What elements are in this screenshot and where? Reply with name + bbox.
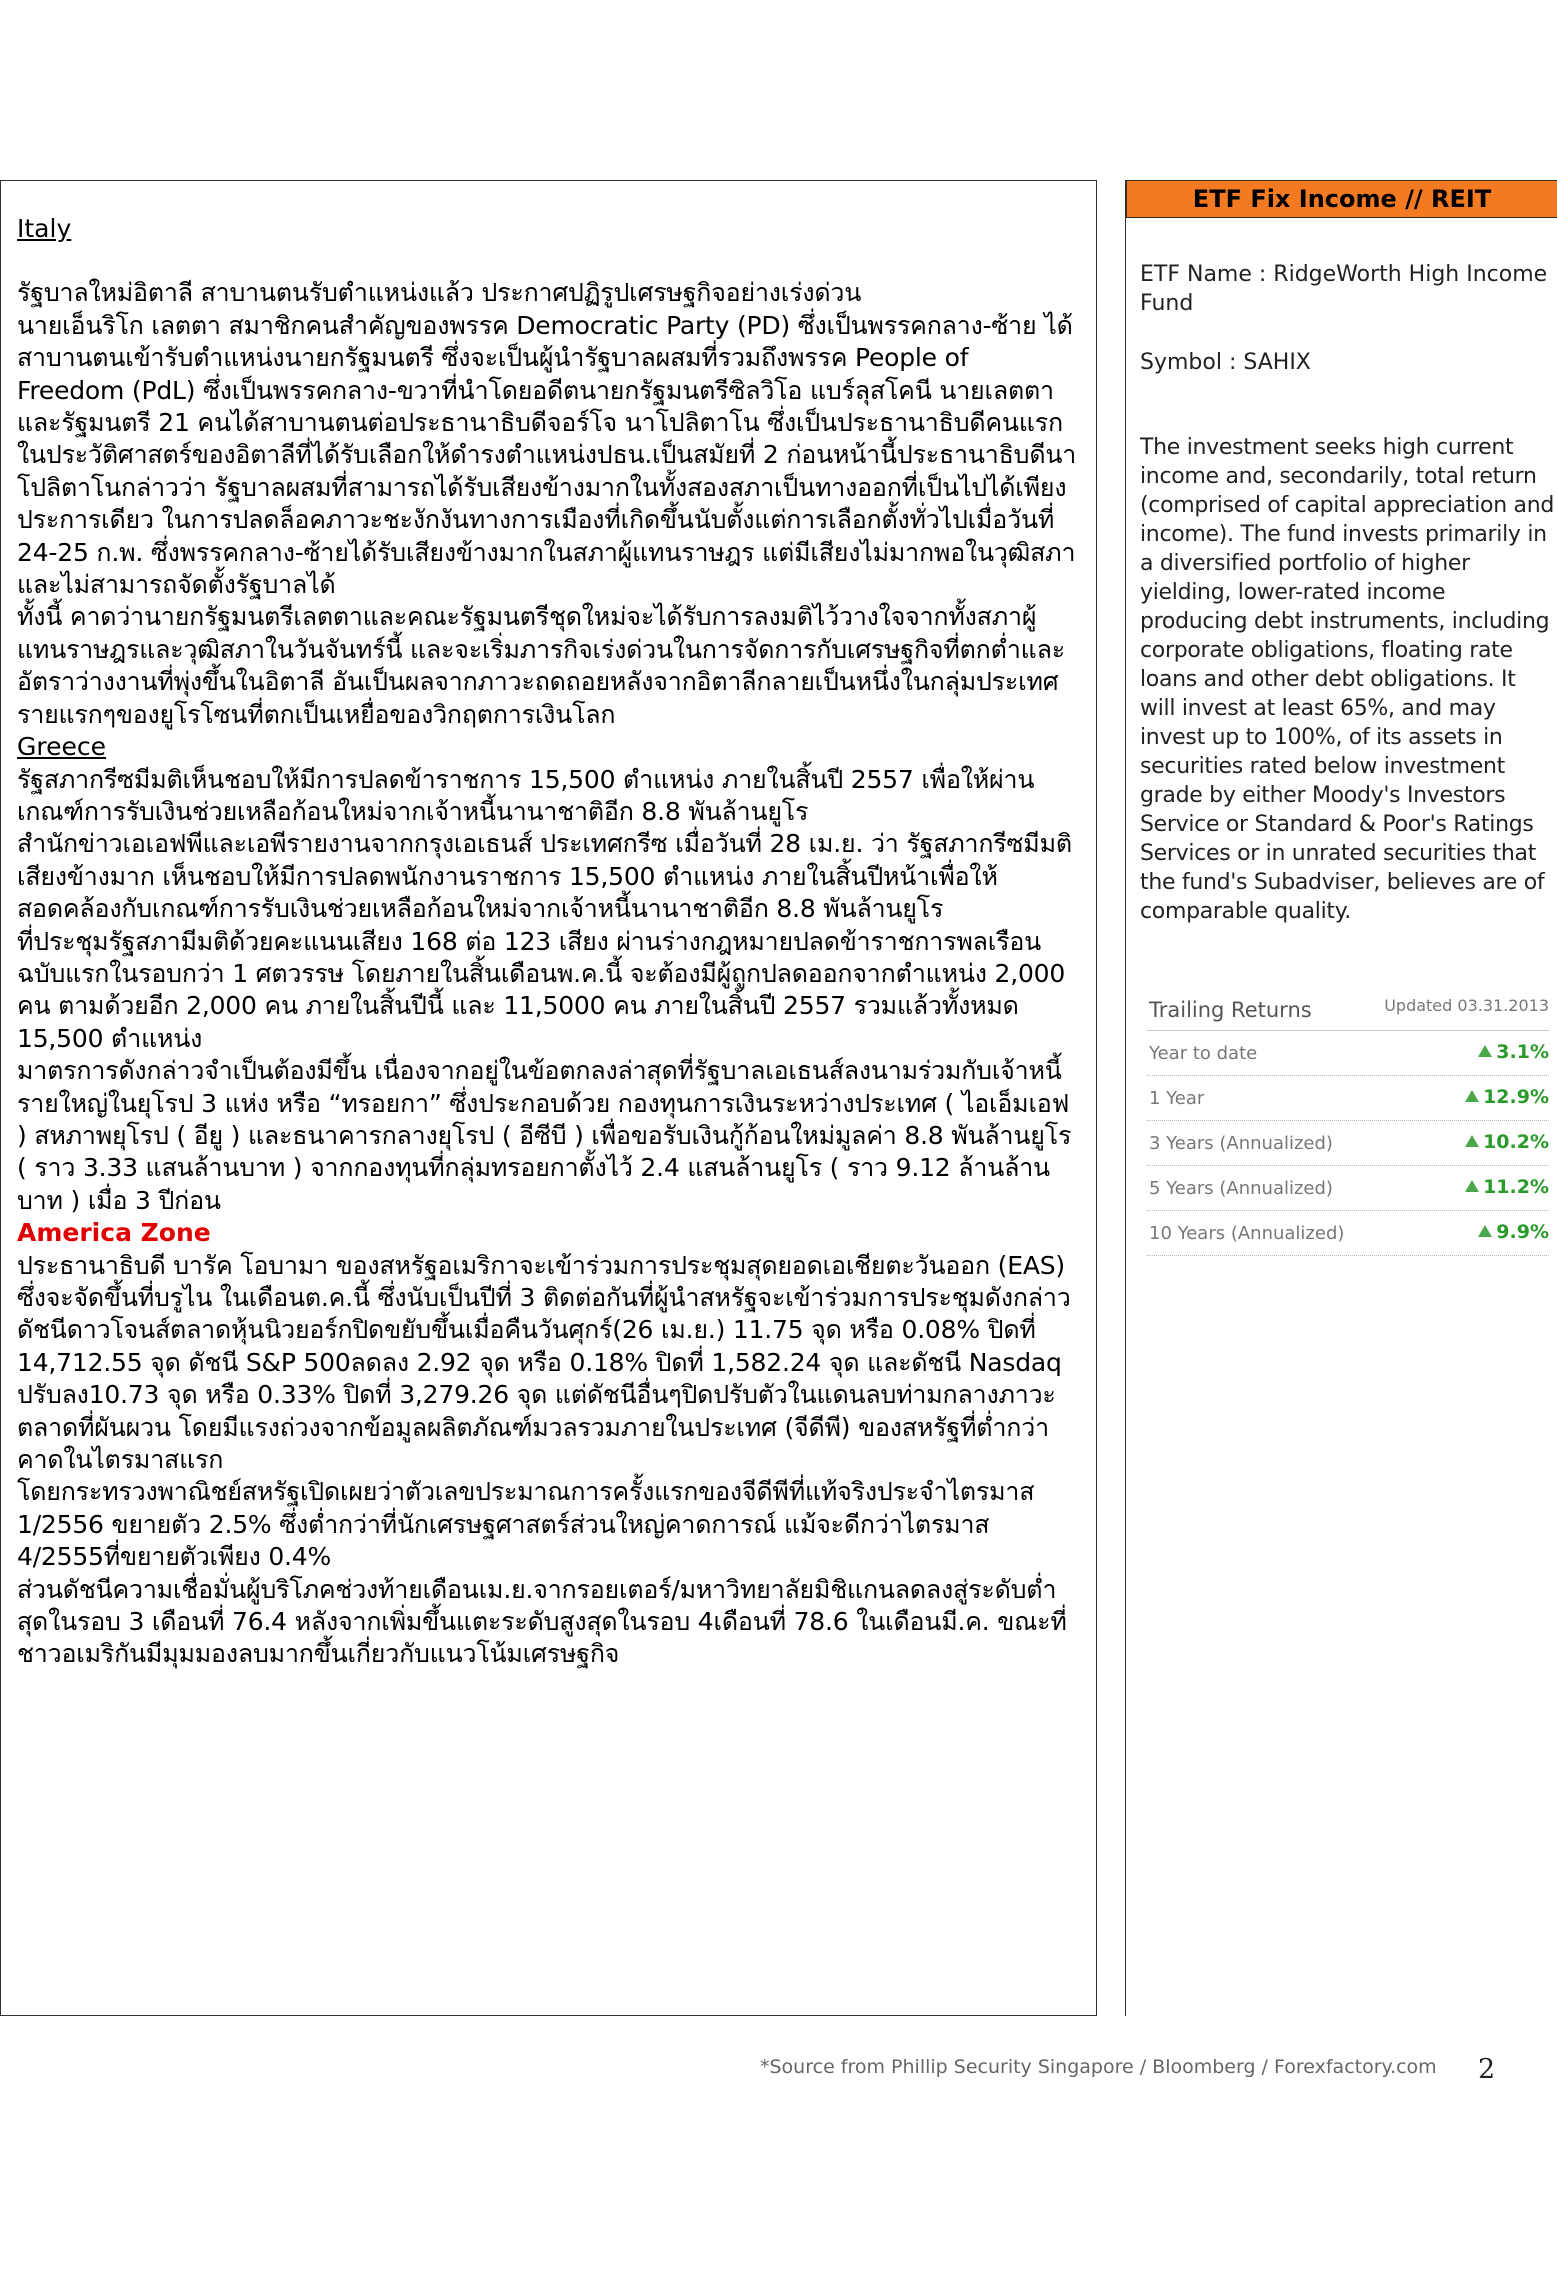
etf-name: ETF Name : RidgeWorth High Income Fund <box>1140 262 1548 316</box>
italy-paragraph: ทั้งนี้ คาดว่านายกรัฐมนตรีเลตตาและคณะรัฐมนตรีชุดใหม่จะได้รับการลงมติไว้วางใจจากทั้งสภาผู้แทนราษฎรและวุฒิสภาในวันจันทร์นี้ และจะเริ่มภารกิจเร่งด่วนในการจัดการกับเศรษฐกิจที่ตกต่ำและอัตราว่างงานที่พุ่งขึ้นในอิตาลี อันเป็นผลจากภาวะถดถอยหลังจากอิตาลีกลายเป็นหนึ่งในกลุ่มประเทศรายแรกๆของยูโรโซนที่ตกเป็นเหยื่อของวิกฤตการเงินโลก <box>17 602 1065 729</box>
return-value <box>1478 1221 1549 1243</box>
table-row <box>1147 1031 1549 1076</box>
greece-paragraph: สำนักข่าวเอเอฟพีและเอพีรายงานจากกรุงเอเธนส์ ประเทศกรีซ เมื่อวันที่ 28 เม.ย. ว่า รัฐสภากรีซมีมติเสียงข้างมาก เห็นชอบให้มีการปลดพนักงานราชการ 15,500 ตำแหน่ง ภายในสิ้นปีหน้าเพื่อให้สอดคล้องกับเกณฑ์การรับเงินช่วยเหลือก้อนใหม่จากเจ้าหนี้นานาชาติอีก 8.8 พันล้านยูโร <box>17 829 1072 924</box>
trailing-returns-table <box>1147 990 1549 1256</box>
greece-paragraph: รัฐสภากรีซมีมติเห็นชอบให้มีการปลดข้าราชการ 15,500 ตำแหน่ง ภายในสิ้นปี 2557 เพื่อให้ผ่านเกณฑ์การรับเงินช่วยเหลือก้อนใหม่จากเจ้าหนี้นานาชาติอีก 8.8 พันล้านยูโร <box>17 764 1035 826</box>
greece-heading: Greece <box>17 732 106 762</box>
etf-description: The investment seeks high current income and, secondarily, total return (comprised of capital appreciation and income). The fund invests primarily in a diversified portfolio of higher yielding, lower-rated income producing debt instruments, including corporate obligations, floating rate loans and other debt obligations. It will invest at least 65%, and may invest up to 100%, of its assets in securities rated below investment grade by either Moody's Investors Service or Standard & Poor's Ratings Services or in unrated securities that the fund's Subadviser, believes are of comparable quality. <box>1140 435 1555 924</box>
return-value <box>1465 1176 1549 1198</box>
return-value-text: 11.2% <box>1483 1176 1549 1198</box>
america-zone-heading: America Zone <box>17 1218 211 1248</box>
up-arrow-icon <box>1478 1225 1492 1237</box>
america-paragraph: ดัชนีดาวโจนส์ตลาดหุ้นนิวยอร์กปิดขยับขึ้นเมื่อคืนวันศุกร์(26 เม.ย.) 11.75 จุด หรือ 0.08% ปิดที่ 14,712.55 จุด ดัชนี S&P 500ลดลง 2.92 จุด หรือ 0.18% ปิดที่ 1,582.24 จุด และดัชนี Nasdaq ปรับลง10.73 จุด หรือ 0.33% ปิดที่ 3,279.26 จุด แต่ดัชนีอื่นๆปิดปรับตัวในแดนลบท่ามกลางภาวะตลาดที่ผันผวน โดยมีแรงถ่วงจากข้อมูลผลิตภัณฑ์มวลรวมภายในประเทศ (จีดีพี) ของสหรัฐที่ต่ำกว่าคาดในไตรมาสแรก <box>17 1315 1062 1475</box>
america-paragraph: โดยกระทรวงพาณิชย์สหรัฐเปิดเผยว่าตัวเลขประมาณการครั้งแรกของจีดีพีที่แท้จริงประจำไตรมาส 1/2556 ขยายตัว 2.5% ซึ่งต่ำกว่าที่นักเศรษฐศาสตร์ส่วนใหญ่คาดการณ์ แม้จะดีกว่าไตรมาส 4/2555ที่ขยายตัวเพียง 0.4% <box>17 1477 1035 1572</box>
etf-symbol: Symbol : SAHIX <box>1140 350 1311 375</box>
return-value-text: 9.9% <box>1496 1221 1549 1243</box>
return-period-label: 10 Years (Annualized) <box>1149 1223 1345 1244</box>
america-paragraph: ส่วนดัชนีความเชื่อมั่นผู้บริโภคช่วงท้ายเดือนเม.ย.จากรอยเตอร์/มหาวิทยาลัยมิชิแกนลดลงสู่ระดับต่ำสุดในรอบ 3 เดือนที่ 76.4 หลังจากเพิ่มขึ้นแตะระดับสูงสุดในรอบ 4เดือนที่ 78.6 ในเดือนมี.ค. ขณะที่ชาวอเมริกันมีมุมมองลบมากขึ้นเกี่ยวกับแนวโน้มเศรษฐกิจ <box>17 1574 1067 1669</box>
return-value <box>1465 1131 1549 1153</box>
return-period-label: 5 Years (Annualized) <box>1149 1178 1333 1199</box>
news-column <box>0 180 1097 2016</box>
etf-header: ETF Fix Income // REIT <box>1126 180 1557 218</box>
italy-paragraph: รัฐบาลใหม่อิตาลี สาบานตนรับตำแหน่งแล้ว ประกาศปฏิรูปเศรษฐกิจอย่างเร่งด่วน <box>17 278 862 308</box>
return-period-label: Year to date <box>1149 1043 1258 1064</box>
return-value <box>1478 1041 1549 1063</box>
trailing-returns-title: Trailing Returns <box>1149 998 1312 1022</box>
return-value-text: 12.9% <box>1483 1086 1549 1108</box>
greece-paragraph: ที่ประชุมรัฐสภามีมติด้วยคะแนนเสียง 168 ต่อ 123 เสียง ผ่านร่างกฎหมายปลดข้าราชการพลเรือนฉบับแรกในรอบกว่า 1 ศตวรรษ โดยภายในสิ้นเดือนพ.ค.นี้ จะต้องมีผู้ถูกปลดออกจากตำแหน่ง 2,000 คน ตามด้วยอีก 2,000 คน ภายในสิ้นปีนี้ และ 11,5000 คน ภายในสิ้นปี 2557 รวมแล้วทั้งหมด 15,500 ตำแหน่ง <box>17 926 1066 1053</box>
return-value <box>1465 1086 1549 1108</box>
italy-paragraph: นายเอ็นริโก เลตตา สมาชิกคนสำคัญของพรรค Democratic Party (PD) ซึ่งเป็นพรรคกลาง-ซ้าย ได้สาบานตนเข้ารับตำแหน่งนายกรัฐมนตรี ซึ่งจะเป็นผู้นำรัฐบาลผสมที่รวมถึงพรรค People of Freedom (PdL) ซึ่งเป็นพรรคกลาง-ขวาที่นำโดยอดีตนายกรัฐมนตรีซิลวิโอ แบร์ลุสโคนี นายเลตตาและรัฐมนตรี 21 คนได้สาบานตนต่อประธานาธิบดีจอร์โจ นาโปลิตาโน ซึ่งเป็นประธานาธิบดีคนแรกในประวัติศาสตร์ของอิตาลีที่ได้รับเลือกให้ดำรงตำแหน่งปธน.เป็นสมัยที่ 2 ก่อนหน้านี้ประธานาธิบดีนาโปลิตาโนกล่าวว่า รัฐบาลผสมที่สามารถได้รับเสียงข้างมากในทั้งสองสภาเป็นทางออกที่เป็นไปได้เพียงประการเดียว ในการปลดล็อคภาวะชะงักงันทางการเมืองที่เกิดขึ้นนับตั้งแต่การเลือกตั้งทั่วไปเมื่อวันที่ 24-25 ก.พ. ซึ่งพรรคกลาง-ซ้ายได้รับเสียงข้างมากในสภาผู้แทนราษฎร แต่มีเสียงไม่มากพอในวุฒิสภา และไม่สามารถจัดตั้งรัฐบาลได้ <box>17 310 1077 600</box>
greece-paragraph: มาตรการดังกล่าวจำเป็นต้องมีขึ้น เนื่องจากอยู่ในข้อตกลงล่าสุดที่รัฐบาลเอเธนส์ลงนามร่วมกับเจ้าหนี้รายใหญ่ในยุโรป 3 แห่ง หรือ “ทรอยกา” ซึ่งประกอบด้วย กองทุนการเงินระหว่างประเทศ ( ไอเอ็มเอฟ ) สหภาพยุโรป ( อียู ) และธนาคารกลางยุโรป ( อีซีบี ) เพื่อขอรับเงินกู้ก้อนใหม่มูลค่า 8.8 พันล้านยูโร ( ราว 3.33 แสนล้านบาท ) จากกองทุนที่กลุ่มทรอยกาตั้งไว้ 2.4 แสนล้านยูโร ( ราว 9.12 ล้านล้านบาท ) เมื่อ 3 ปีก่อน <box>17 1056 1072 1215</box>
return-value-text: 3.1% <box>1496 1041 1549 1063</box>
up-arrow-icon <box>1465 1135 1479 1147</box>
up-arrow-icon <box>1465 1090 1479 1102</box>
return-period-label: 1 Year <box>1149 1088 1205 1109</box>
america-paragraph: ประธานาธิบดี บารัค โอบามา ของสหรัฐอเมริกาจะเข้าร่วมการประชุมสุดยอดเอเชียตะวันออก (EAS) ซึ่งจะจัดขึ้นที่บรูไน ในเดือนต.ค.นี้ ซึ่งนับเป็นปีที่ 3 ติดต่อกันที่ผู้นำสหรัฐจะเข้าร่วมการประชุมดังกล่าว <box>17 1250 1071 1312</box>
up-arrow-icon <box>1478 1045 1492 1057</box>
page-number: 2 <box>1478 2054 1496 2085</box>
source-footnote: *Source from Phillip Security Singapore / Bloomberg / Forexfactory.com <box>760 2056 1437 2078</box>
etf-body <box>1126 260 1557 926</box>
table-row <box>1147 1076 1549 1121</box>
updated-date: Updated 03.31.2013 <box>1384 996 1549 1015</box>
return-value-text: 10.2% <box>1483 1131 1549 1153</box>
table-row <box>1147 1166 1549 1211</box>
table-row <box>1147 1121 1549 1166</box>
up-arrow-icon <box>1465 1180 1479 1192</box>
italy-heading: Italy <box>17 214 72 243</box>
return-period-label: 3 Years (Annualized) <box>1149 1133 1333 1154</box>
table-row <box>1147 1211 1549 1256</box>
trailing-returns-header <box>1147 990 1549 1031</box>
